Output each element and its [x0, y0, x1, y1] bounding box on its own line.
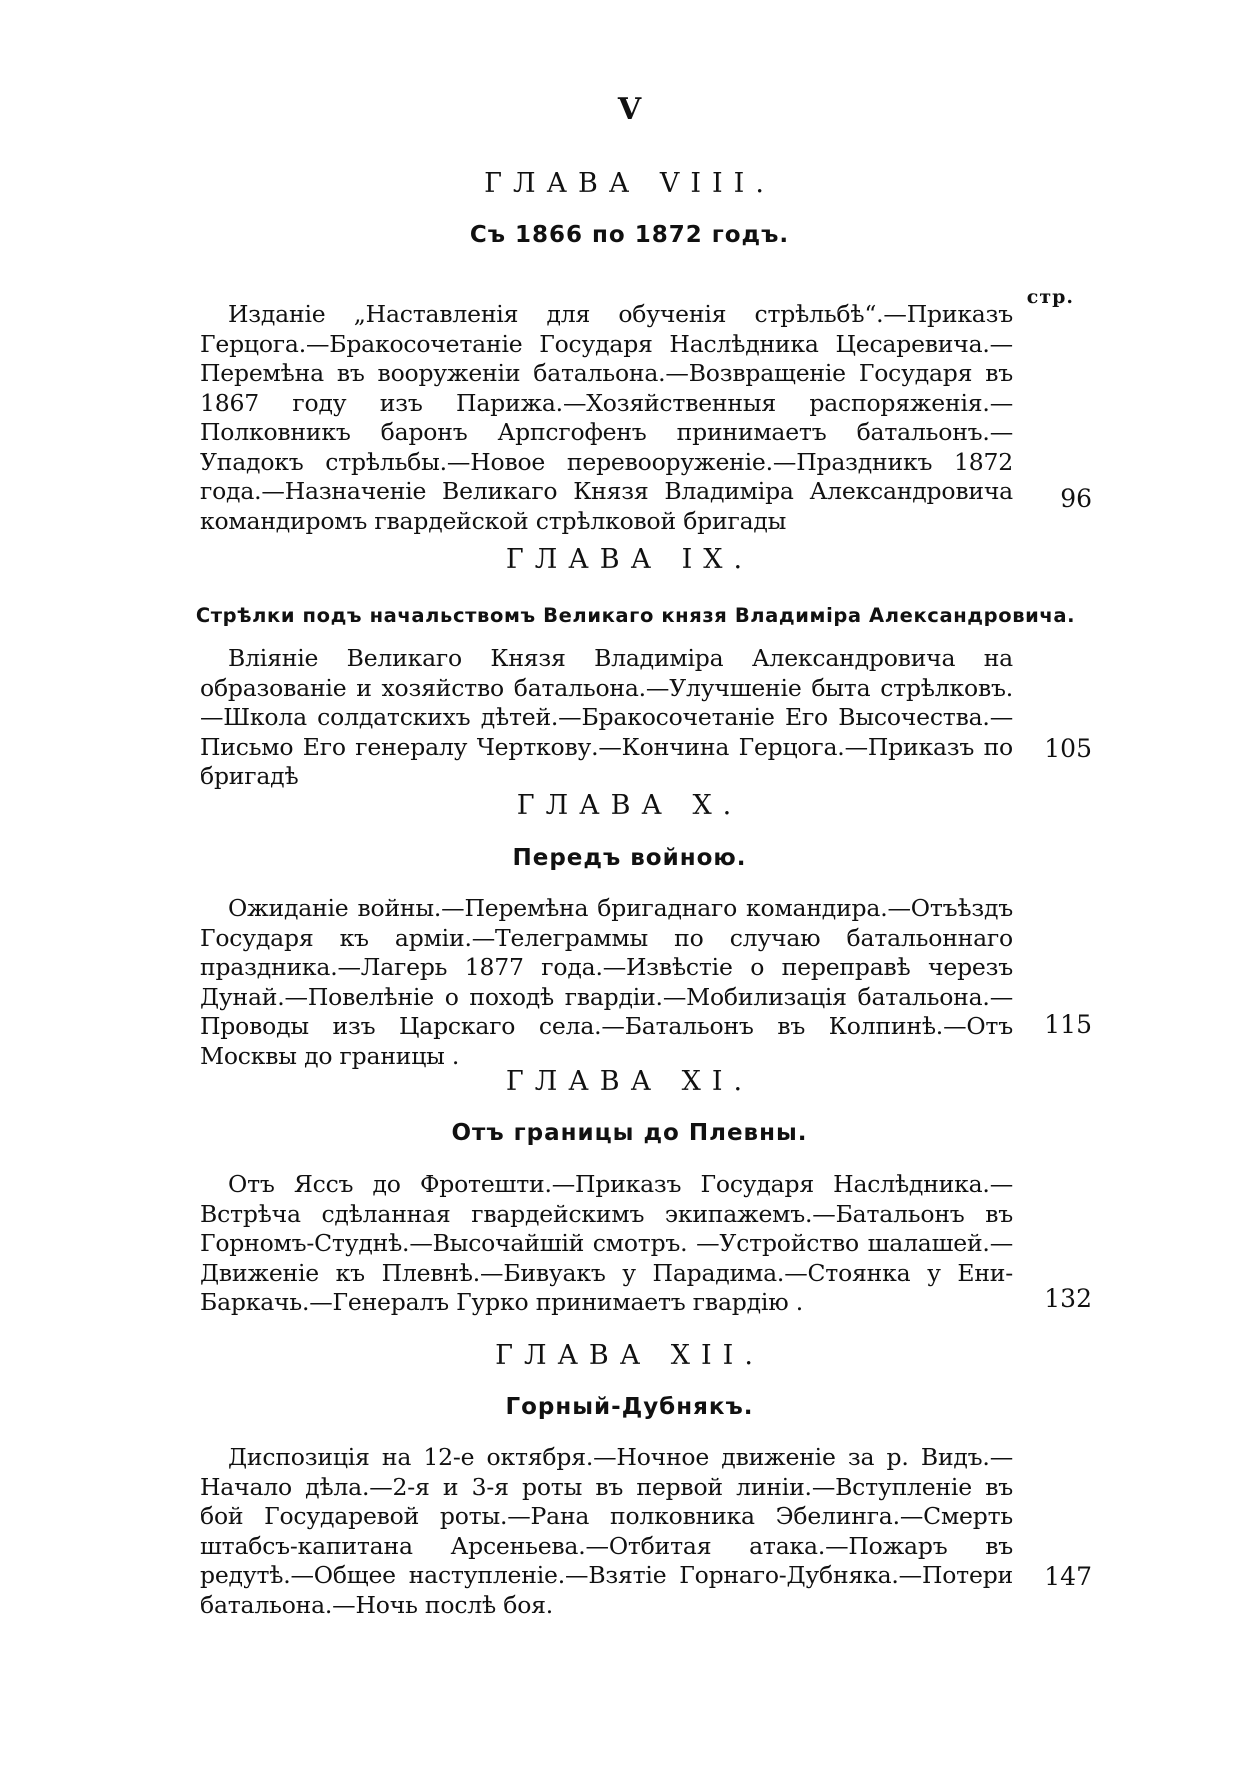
- chapter-heading: ГЛАВА IX.: [505, 544, 754, 575]
- chapter-title: Отъ границы до Плевны.: [451, 1120, 808, 1146]
- chapter-heading: ГЛАВА XII.: [495, 1340, 764, 1371]
- chapter-page-number: 132: [1044, 1284, 1092, 1313]
- chapter-title: Стрѣлки подъ начальствомъ Великаго князя Владиміра Александровича.: [195, 604, 1076, 627]
- chapter-heading: ГЛАВА XI.: [505, 1066, 754, 1097]
- chapter-heading: ГЛАВА X.: [516, 790, 743, 821]
- chapter-summary: Ожиданіе войны.—Перемѣна бригаднаго командира.—Отъѣздъ Государя къ арміи.—Телеграммы по случаю батальоннаго праздника.—Лагерь 1877 года.—Извѣстіе о переправѣ черезъ Дунай.—Повелѣніе о походѣ гвардіи.—Мобилизація батальона.—Проводы изъ Царскаго села.—Батальонъ въ Колпинѣ.—Отъ Москвы до границы .: [200, 894, 1013, 1070]
- chapter-summary: Изданіе „Наставленія для обученія стрѣльбѣ“.—Приказъ Герцога.—Бракосочетаніе Государя Наслѣдника Цесаревича.—Перемѣна въ вооруженіи батальона.—Возвращеніе Государя въ 1867 году изъ Парижа.—Хозяйственныя распоряженія.—Полковникъ баронъ Арпсгофенъ принимаетъ батальонъ.—Упадокъ стрѣльбы.—Новое перевооруженіе.—Праздникъ 1872 года.—Назначеніе Великаго Князя Владиміра Александровича командиромъ гвардейской стрѣлковой бригады: [200, 300, 1013, 535]
- chapter-title: Горный-Дубнякъ.: [505, 1394, 754, 1420]
- page-number: V: [617, 92, 642, 127]
- chapter-title: Передъ войною.: [512, 845, 747, 871]
- chapter-page-number: 115: [1044, 1010, 1092, 1039]
- chapter-summary: Отъ Яссъ до Фротешти.—Приказъ Государя Наслѣдника.—Встрѣча сдѣланная гвардейскимъ экипажемъ.—Батальонъ въ Горномъ-Студнѣ.—Высочайшій смотръ. —Устройство шалашей.—Движеніе къ Плевнѣ.—Бивуакъ у Парадима.—Стоянка у Ени-Баркачь.—Генералъ Гурко принимаетъ гвардію .: [200, 1170, 1013, 1316]
- page-column-header: стр.: [1026, 286, 1074, 308]
- chapter-heading: ГЛАВА VIII.: [484, 168, 775, 199]
- chapter-page-number: 147: [1044, 1562, 1092, 1591]
- chapter-page-number: 105: [1044, 734, 1092, 763]
- chapter-page-number: 96: [1060, 484, 1092, 513]
- chapter-summary: Диспозиція на 12-е октября.—Ночное движеніе за р. Видъ.—Начало дѣла.—2-я и 3-я роты въ первой линіи.—Вступленіе въ бой Государевой роты.—Рана полковника Эбелинга.—Смерть штабсъ-капитана Арсеньева.—Отбитая атака.—Пожаръ въ редутѣ.—Общее наступленіе.—Взятіе Горнаго-Дубняка.—Потери батальона.—Ночь послѣ боя.: [200, 1443, 1013, 1619]
- chapter-title: Съ 1866 по 1872 годъ.: [469, 222, 790, 248]
- chapter-summary: Вліяніе Великаго Князя Владиміра Александровича на образованіе и хозяйство батальона.—Улучшеніе быта стрѣлковъ.—Школа солдатскихъ дѣтей.—Бракосочетаніе Его Высочества.—Письмо Его генералу Черткову.—Кончина Герцога.—Приказъ по бригадѣ: [200, 644, 1013, 790]
